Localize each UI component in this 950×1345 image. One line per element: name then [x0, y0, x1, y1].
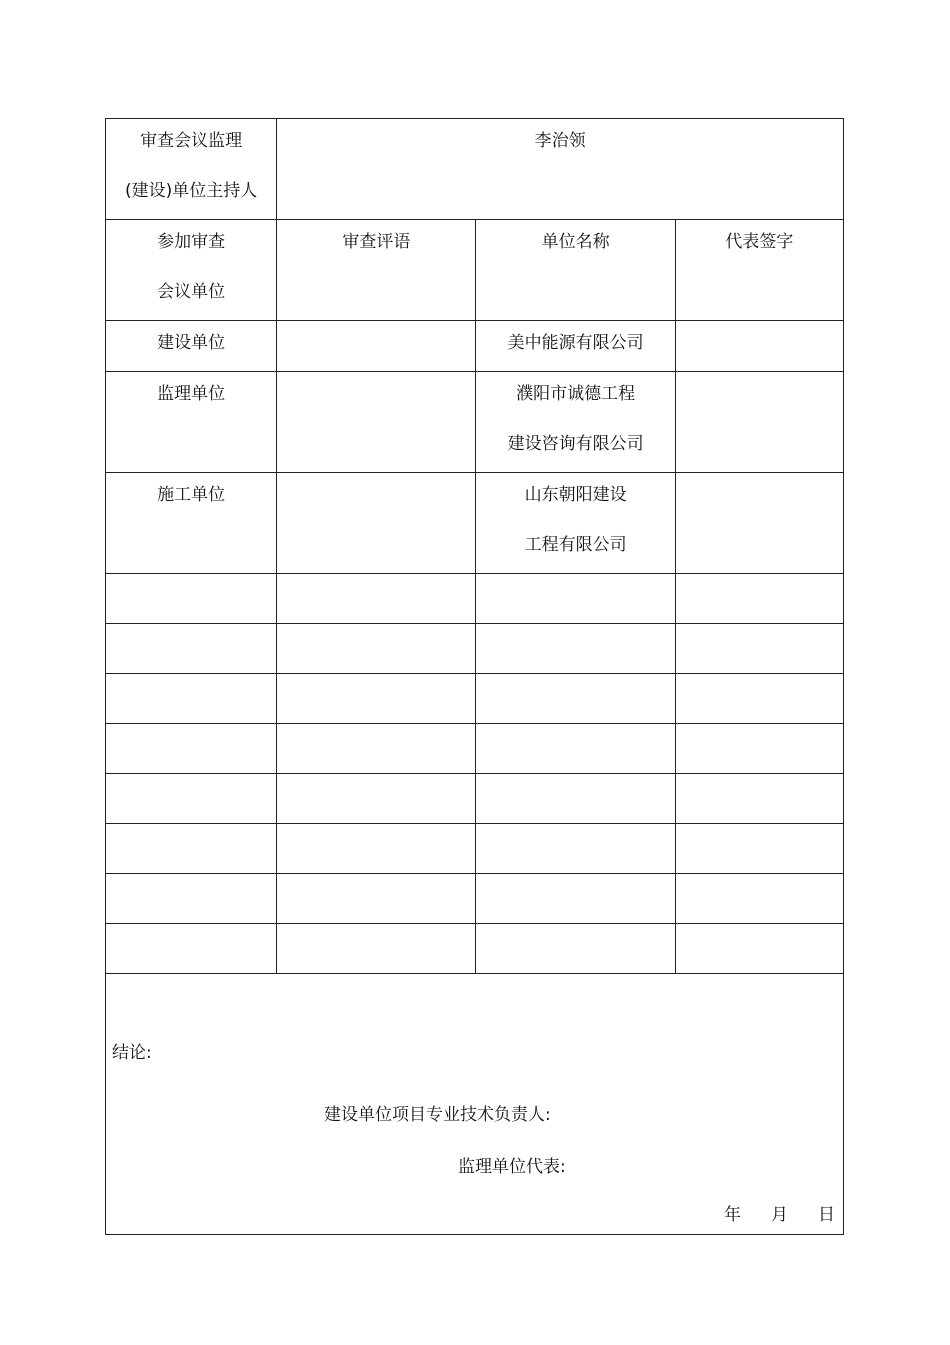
- unit-name: 工程有限公司: [524, 535, 627, 555]
- header-row: [106, 220, 844, 321]
- unit-name: 美中能源有限公司: [507, 333, 644, 353]
- date-line: [724, 1200, 835, 1225]
- review-form-table: [105, 118, 844, 1235]
- unit-name: 山东朝阳建设: [524, 485, 627, 505]
- conclusion-cell[interactable]: [106, 974, 844, 1235]
- unit-type: 施工单位: [157, 485, 226, 505]
- comment-cell[interactable]: [277, 473, 476, 574]
- signature-cell[interactable]: [675, 372, 843, 473]
- empty-row: [106, 724, 844, 774]
- date-month: 月: [771, 1205, 788, 1225]
- empty-row: [106, 824, 844, 874]
- header-unit-name: [476, 220, 675, 321]
- conclusion-label: 结论:: [112, 1043, 152, 1063]
- empty-row: [106, 774, 844, 824]
- header-units: [106, 220, 277, 321]
- table-row: [106, 372, 844, 473]
- unit-type: 建设单位: [157, 333, 226, 353]
- signature-cell[interactable]: [675, 473, 843, 574]
- conclusion-row: [106, 974, 844, 1235]
- header-signature: [675, 220, 843, 321]
- empty-row: [106, 674, 844, 724]
- host-label-line2: (建设)单位主持人: [124, 181, 258, 201]
- comment-cell[interactable]: [277, 372, 476, 473]
- host-label-line1: 审查会议监理: [140, 131, 243, 151]
- host-label-cell: [106, 119, 277, 220]
- table-row: [106, 321, 844, 372]
- empty-row: [106, 574, 844, 624]
- header-unit-name-label: 单位名称: [541, 232, 610, 252]
- header-units-line1: 参加审查: [157, 232, 226, 252]
- owner-signature-label: 建设单位项目专业技术负责人:: [324, 1105, 551, 1125]
- empty-row: [106, 624, 844, 674]
- header-units-line2: 会议单位: [157, 282, 226, 302]
- unit-type: 监理单位: [157, 384, 226, 404]
- header-signature-label: 代表签字: [725, 232, 794, 252]
- host-row: [106, 119, 844, 220]
- table-row: [106, 473, 844, 574]
- empty-row: [106, 924, 844, 974]
- unit-name: 濮阳市诚德工程: [516, 384, 636, 404]
- supervisor-signature-label: 监理单位代表:: [458, 1157, 566, 1177]
- signature-cell[interactable]: [675, 321, 843, 372]
- empty-row: [106, 874, 844, 924]
- header-comments-label: 审查评语: [342, 232, 411, 252]
- host-name: 李治领: [534, 131, 586, 151]
- unit-name: 建设咨询有限公司: [507, 434, 644, 454]
- date-year: 年: [724, 1205, 741, 1225]
- date-day: 日: [818, 1205, 835, 1225]
- host-name-cell: [277, 119, 844, 220]
- header-comments: [277, 220, 476, 321]
- comment-cell[interactable]: [277, 321, 476, 372]
